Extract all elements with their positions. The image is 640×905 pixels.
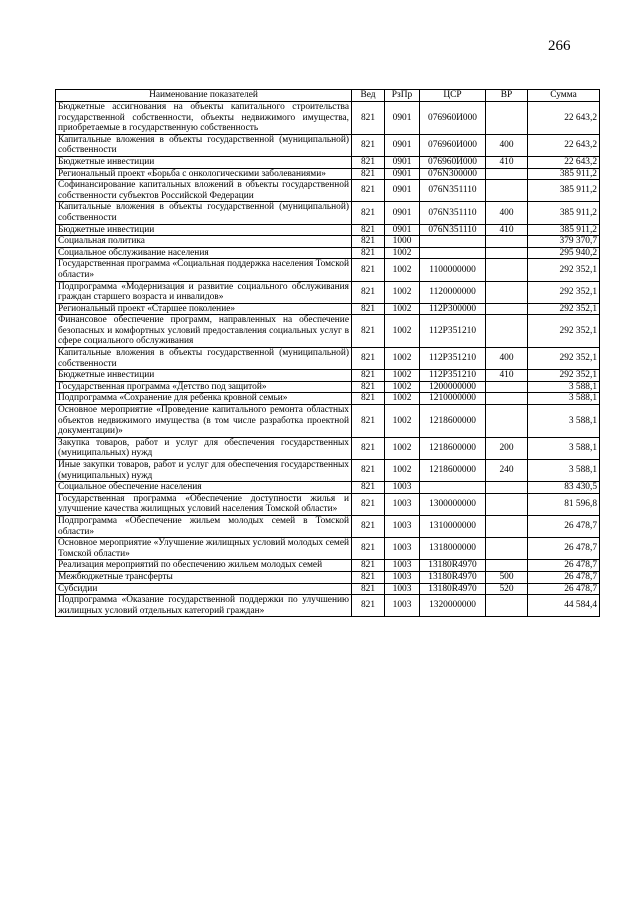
- cell-vr: 400: [486, 202, 528, 224]
- cell-sum: 295 940,2: [528, 247, 600, 259]
- cell-ved: 821: [352, 247, 385, 259]
- cell-ved: 821: [352, 381, 385, 393]
- cell-vr: 400: [486, 134, 528, 156]
- header-ved: Вед: [352, 90, 385, 102]
- cell-sum: 385 911,2: [528, 180, 600, 202]
- cell-vr: [486, 180, 528, 202]
- cell-rzpr: 1002: [385, 259, 420, 281]
- cell-name: Социальное обеспечение населения: [56, 482, 352, 494]
- cell-ved: 821: [352, 370, 385, 382]
- cell-name: Капитальные вложения в объекты государственной (муниципальной) собственности: [56, 134, 352, 156]
- cell-rzpr: 1003: [385, 560, 420, 572]
- cell-sum: 3 588,1: [528, 393, 600, 405]
- cell-csr: [420, 482, 486, 494]
- cell-csr: 13180R4970: [420, 571, 486, 583]
- cell-ved: 821: [352, 281, 385, 303]
- page-number: 266: [548, 38, 571, 54]
- cell-csr: 112P351210: [420, 370, 486, 382]
- cell-sum: 26 478,7: [528, 538, 600, 560]
- cell-csr: [420, 236, 486, 248]
- table-row: [56, 315, 600, 348]
- table-row: [56, 281, 600, 303]
- cell-vr: 240: [486, 460, 528, 482]
- cell-vr: [486, 405, 528, 438]
- cell-vr: [486, 560, 528, 572]
- table-row: [56, 236, 600, 248]
- cell-ved: 821: [352, 405, 385, 438]
- table-row: [56, 460, 600, 482]
- cell-vr: [486, 259, 528, 281]
- cell-name: Межбюджетные трансферты: [56, 571, 352, 583]
- cell-csr: 1210000000: [420, 393, 486, 405]
- cell-rzpr: 1002: [385, 381, 420, 393]
- cell-rzpr: 1003: [385, 538, 420, 560]
- cell-rzpr: 1002: [385, 315, 420, 348]
- cell-sum: 292 352,1: [528, 370, 600, 382]
- cell-sum: 22 643,2: [528, 102, 600, 135]
- cell-rzpr: 1003: [385, 571, 420, 583]
- cell-csr: 1200000000: [420, 381, 486, 393]
- cell-rzpr: 1003: [385, 583, 420, 595]
- cell-csr: 076N351110: [420, 202, 486, 224]
- cell-vr: [486, 515, 528, 537]
- cell-rzpr: 0901: [385, 102, 420, 135]
- cell-csr: 076N351110: [420, 224, 486, 236]
- cell-ved: 821: [352, 571, 385, 583]
- table-row: [56, 348, 600, 370]
- cell-vr: [486, 303, 528, 315]
- cell-vr: 410: [486, 156, 528, 168]
- cell-ved: 821: [352, 482, 385, 494]
- cell-rzpr: 1002: [385, 247, 420, 259]
- table-row: [56, 156, 600, 168]
- cell-csr: 1310000000: [420, 515, 486, 537]
- cell-rzpr: 1002: [385, 370, 420, 382]
- cell-vr: [486, 595, 528, 617]
- cell-vr: [486, 393, 528, 405]
- header-sum: Сумма: [528, 90, 600, 102]
- cell-vr: 410: [486, 224, 528, 236]
- cell-ved: 821: [352, 493, 385, 515]
- cell-rzpr: 1002: [385, 460, 420, 482]
- cell-name: Подпрограмма «Обеспечение жильем молодых семей в Томской области»: [56, 515, 352, 537]
- cell-rzpr: 0901: [385, 202, 420, 224]
- cell-sum: 292 352,1: [528, 348, 600, 370]
- cell-ved: 821: [352, 236, 385, 248]
- cell-name: Региональный проект «Старшее поколение»: [56, 303, 352, 315]
- cell-ved: 821: [352, 202, 385, 224]
- cell-name: Государственная программа «Социальная поддержка населения Томской области»: [56, 259, 352, 281]
- cell-rzpr: 1003: [385, 515, 420, 537]
- cell-sum: 81 596,8: [528, 493, 600, 515]
- table-row: [56, 493, 600, 515]
- cell-vr: [486, 493, 528, 515]
- cell-sum: 26 478,7: [528, 571, 600, 583]
- cell-rzpr: 1002: [385, 303, 420, 315]
- cell-sum: 292 352,1: [528, 281, 600, 303]
- table-row: [56, 370, 600, 382]
- table-row: [56, 259, 600, 281]
- cell-csr: [420, 247, 486, 259]
- cell-ved: 821: [352, 437, 385, 459]
- table-row: [56, 405, 600, 438]
- cell-name: Капитальные вложения в объекты государственной (муниципальной) собственности: [56, 202, 352, 224]
- cell-sum: 379 370,7: [528, 236, 600, 248]
- cell-rzpr: 1002: [385, 405, 420, 438]
- table-row: [56, 393, 600, 405]
- cell-ved: 821: [352, 315, 385, 348]
- header-rzpr: РзПр: [385, 90, 420, 102]
- cell-sum: 83 430,5: [528, 482, 600, 494]
- cell-sum: 26 478,7: [528, 515, 600, 537]
- cell-rzpr: 0901: [385, 224, 420, 236]
- cell-ved: 821: [352, 595, 385, 617]
- cell-vr: [486, 168, 528, 180]
- cell-vr: 400: [486, 348, 528, 370]
- cell-ved: 821: [352, 259, 385, 281]
- table-row: [56, 437, 600, 459]
- cell-sum: 385 911,2: [528, 168, 600, 180]
- cell-vr: [486, 281, 528, 303]
- cell-rzpr: 0901: [385, 180, 420, 202]
- cell-sum: 292 352,1: [528, 259, 600, 281]
- table-row: [56, 595, 600, 617]
- cell-name: Бюджетные инвестиции: [56, 224, 352, 236]
- cell-sum: 385 911,2: [528, 202, 600, 224]
- cell-rzpr: 1002: [385, 348, 420, 370]
- table-row: [56, 134, 600, 156]
- cell-rzpr: 1003: [385, 493, 420, 515]
- cell-sum: 3 588,1: [528, 437, 600, 459]
- cell-name: Основное мероприятие «Проведение капитального ремонта областных объектов недвижимого имущества (в том числе разработка проектной документации)»: [56, 405, 352, 438]
- cell-vr: [486, 247, 528, 259]
- cell-name: Подпрограмма «Сохранение для ребенка кровной семьи»: [56, 393, 352, 405]
- cell-name: Капитальные вложения в объекты государственной (муниципальной) собственности: [56, 348, 352, 370]
- table-row: [56, 515, 600, 537]
- cell-name: Бюджетные ассигнования на объекты капитального строительства государственной собственности, объекты недвижимого имущества, приобретаемые в государственную собственность: [56, 102, 352, 135]
- cell-rzpr: 1000: [385, 236, 420, 248]
- cell-sum: 44 584,4: [528, 595, 600, 617]
- cell-vr: [486, 315, 528, 348]
- cell-vr: 500: [486, 571, 528, 583]
- cell-rzpr: 1002: [385, 393, 420, 405]
- cell-name: Государственная программа «Детство под защитой»: [56, 381, 352, 393]
- cell-name: Социальное обслуживание населения: [56, 247, 352, 259]
- cell-sum: 385 911,2: [528, 224, 600, 236]
- cell-ved: 821: [352, 156, 385, 168]
- cell-name: Субсидии: [56, 583, 352, 595]
- table-row: [56, 303, 600, 315]
- cell-rzpr: 1003: [385, 482, 420, 494]
- cell-rzpr: 0901: [385, 134, 420, 156]
- cell-name: Иные закупки товаров, работ и услуг для обеспечения государственных (муниципальных) нужд: [56, 460, 352, 482]
- cell-csr: 076960И000: [420, 102, 486, 135]
- cell-name: Государственная программа «Обеспечение доступности жилья и улучшение качества жилищных условий населения Томской области»: [56, 493, 352, 515]
- cell-ved: 821: [352, 224, 385, 236]
- cell-ved: 821: [352, 393, 385, 405]
- cell-name: Региональный проект «Борьба с онкологическими заболеваниями»: [56, 168, 352, 180]
- table-row: [56, 538, 600, 560]
- cell-sum: 292 352,1: [528, 315, 600, 348]
- cell-csr: 076960И000: [420, 156, 486, 168]
- cell-sum: 22 643,2: [528, 156, 600, 168]
- table-row: [56, 247, 600, 259]
- cell-csr: 13180R4970: [420, 560, 486, 572]
- cell-csr: 076N300000: [420, 168, 486, 180]
- table-body: [56, 102, 600, 617]
- cell-rzpr: 0901: [385, 168, 420, 180]
- cell-ved: 821: [352, 460, 385, 482]
- cell-sum: 26 478,7: [528, 560, 600, 572]
- cell-csr: 1218600000: [420, 460, 486, 482]
- cell-name: Бюджетные инвестиции: [56, 156, 352, 168]
- cell-sum: 3 588,1: [528, 381, 600, 393]
- cell-csr: 1300000000: [420, 493, 486, 515]
- cell-name: Бюджетные инвестиции: [56, 370, 352, 382]
- cell-vr: [486, 236, 528, 248]
- cell-ved: 821: [352, 168, 385, 180]
- cell-ved: 821: [352, 134, 385, 156]
- cell-csr: 1120000000: [420, 281, 486, 303]
- cell-name: Реализация мероприятий по обеспечению жильем молодых семей: [56, 560, 352, 572]
- cell-vr: 520: [486, 583, 528, 595]
- cell-vr: 200: [486, 437, 528, 459]
- table-row: [56, 168, 600, 180]
- cell-rzpr: 1003: [385, 595, 420, 617]
- cell-ved: 821: [352, 560, 385, 572]
- cell-sum: 292 352,1: [528, 303, 600, 315]
- cell-csr: 076N351110: [420, 180, 486, 202]
- cell-sum: 22 643,2: [528, 134, 600, 156]
- table-row: [56, 224, 600, 236]
- table-header-row: [56, 90, 600, 102]
- cell-ved: 821: [352, 515, 385, 537]
- cell-vr: [486, 538, 528, 560]
- header-vr: ВР: [486, 90, 528, 102]
- cell-csr: 112P351210: [420, 315, 486, 348]
- cell-rzpr: 1002: [385, 281, 420, 303]
- cell-rzpr: 0901: [385, 156, 420, 168]
- cell-name: Подпрограмма «Модернизация и развитие социального обслуживания граждан старшего возраста и инвалидов»: [56, 281, 352, 303]
- cell-ved: 821: [352, 348, 385, 370]
- cell-csr: 076960И000: [420, 134, 486, 156]
- cell-ved: 821: [352, 102, 385, 135]
- cell-vr: [486, 102, 528, 135]
- cell-sum: 3 588,1: [528, 405, 600, 438]
- cell-sum: 3 588,1: [528, 460, 600, 482]
- table-row: [56, 571, 600, 583]
- cell-vr: [486, 482, 528, 494]
- cell-name: Закупка товаров, работ и услуг для обеспечения государственных (муниципальных) нужд: [56, 437, 352, 459]
- cell-name: Социальная политика: [56, 236, 352, 248]
- cell-csr: 1218600000: [420, 405, 486, 438]
- cell-csr: 112P300000: [420, 303, 486, 315]
- cell-csr: 1318000000: [420, 538, 486, 560]
- cell-csr: 1218600000: [420, 437, 486, 459]
- table-row: [56, 202, 600, 224]
- cell-ved: 821: [352, 180, 385, 202]
- cell-ved: 821: [352, 583, 385, 595]
- cell-name: Финансовое обеспечение программ, направленных на обеспечение безопасных и комфортных условий предоставления социальных услуг в сфере социального обслуживания: [56, 315, 352, 348]
- header-name: Наименование показателей: [56, 90, 352, 102]
- cell-name: Софинансирование капитальных вложений в объекты государственной собственности субъектов Российской Федерации: [56, 180, 352, 202]
- cell-csr: 13180R4970: [420, 583, 486, 595]
- budget-table: [55, 89, 600, 617]
- table-row: [56, 102, 600, 135]
- cell-ved: 821: [352, 538, 385, 560]
- table-row: [56, 381, 600, 393]
- cell-vr: 410: [486, 370, 528, 382]
- cell-name: Подпрограмма «Оказание государственной поддержки по улучшению жилищных условий отдельных категорий граждан»: [56, 595, 352, 617]
- cell-ved: 821: [352, 303, 385, 315]
- header-csr: ЦСР: [420, 90, 486, 102]
- cell-rzpr: 1002: [385, 437, 420, 459]
- cell-csr: 1320000000: [420, 595, 486, 617]
- table-row: [56, 583, 600, 595]
- table-row: [56, 482, 600, 494]
- cell-csr: 112P351210: [420, 348, 486, 370]
- cell-csr: 1100000000: [420, 259, 486, 281]
- table-row: [56, 180, 600, 202]
- cell-sum: 26 478,7: [528, 583, 600, 595]
- table-row: [56, 560, 600, 572]
- cell-name: Основное мероприятие «Улучшение жилищных условий молодых семей Томской области»: [56, 538, 352, 560]
- cell-vr: [486, 381, 528, 393]
